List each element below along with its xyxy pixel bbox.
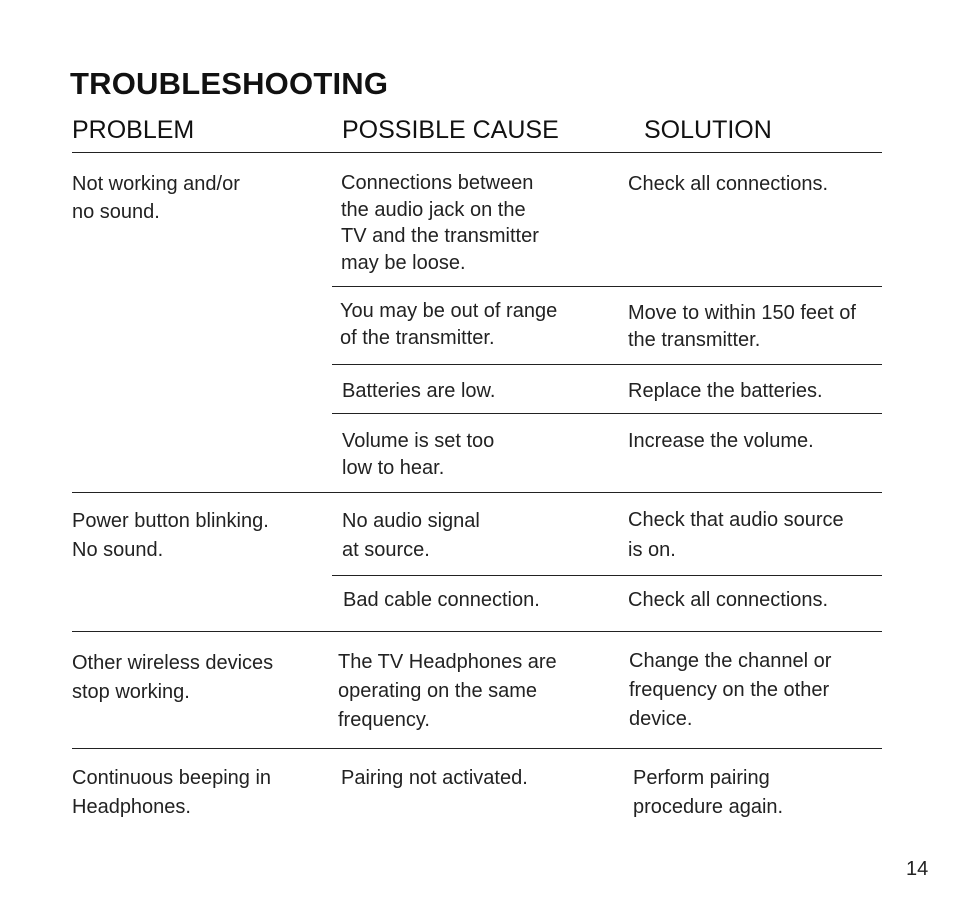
cause-cell: You may be out of range of the transmitter. [340,300,558,349]
header-possible-cause: POSSIBLE CAUSE [342,116,559,144]
row-divider [72,631,882,632]
page-title: TROUBLESHOOTING [70,66,389,101]
problem-cell: Continuous beeping in Headphones. [72,767,272,818]
row-divider [72,492,882,493]
problem-cell: Power button blinking. No sound. [72,510,269,561]
cause-cell: The TV Headphones are operating on the same frequency. [338,651,557,731]
sub-row-divider [332,364,882,365]
solution-cell: Increase the volume. [628,430,814,452]
solution-cell: Check all connections. [628,173,829,195]
header-problem: PROBLEM [72,116,195,144]
page-number: 14 [906,858,929,880]
cause-cell: Volume is set too low to hear. [342,430,495,479]
sub-row-divider [332,286,882,287]
row-divider [72,748,882,749]
sub-row-divider [332,413,882,414]
problem-cell: Other wireless devices stop working. [72,652,274,703]
solution-cell: Move to within 150 feet of the transmitter. [628,302,856,351]
header-solution: SOLUTION [644,116,772,144]
cause-cell: Bad cable connection. [343,589,540,611]
solution-cell: Check all connections. [628,589,829,611]
header-divider [72,152,882,153]
cause-cell: Connections between the audio jack on the TV and the transmitter may be loose. [341,172,539,274]
solution-cell: Change the channel or frequency on the other device. [629,650,832,730]
solution-cell: Replace the batteries. [628,380,823,402]
cause-cell: No audio signal at source. [342,510,480,561]
solution-cell: Check that audio source is on. [628,509,844,561]
sub-row-divider [332,575,882,576]
cause-cell: Pairing not activated. [341,767,528,789]
problem-cell: Not working and/or no sound. [72,173,240,223]
solution-cell: Perform pairing procedure again. [633,767,784,818]
cause-cell: Batteries are low. [342,380,496,402]
